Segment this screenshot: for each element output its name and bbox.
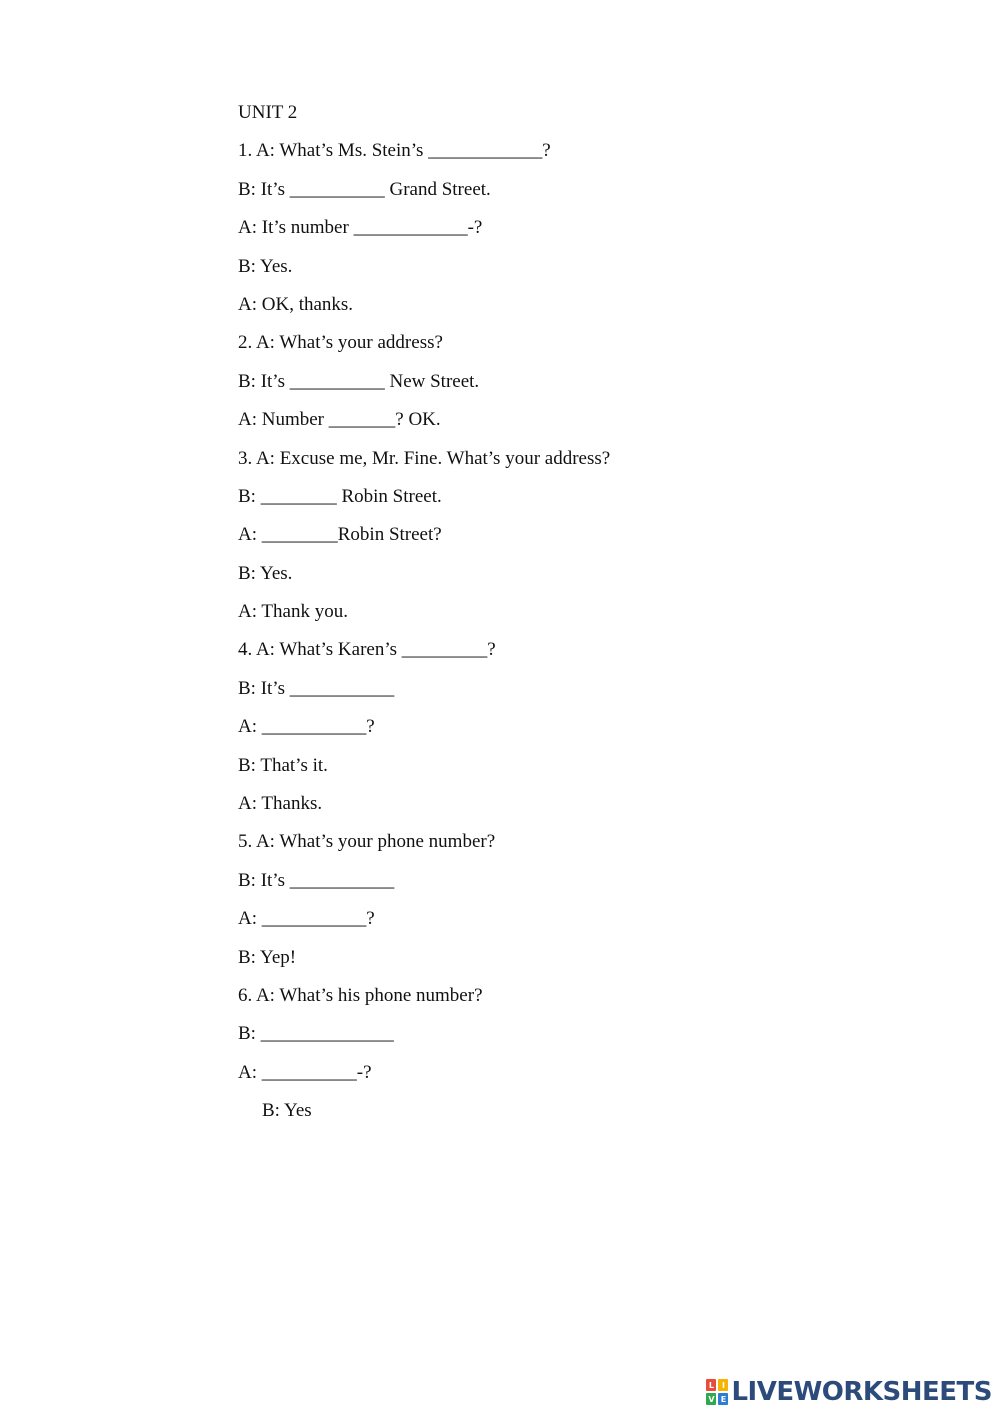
dialogue-line: A: ________Robin Street? <box>238 524 442 546</box>
dialogue-line: 1. A: What’s Ms. Stein’s ____________? <box>238 140 551 162</box>
dialogue-line: A: OK, thanks. <box>238 293 354 315</box>
dialogue-line: A: ___________? <box>238 716 375 738</box>
dialogue-line: A: It’s number ____________-? <box>238 217 483 239</box>
logo-tile: V <box>708 1394 715 1404</box>
dialogue-line: A: __________-? <box>238 1061 372 1083</box>
dialogue-line: B: Yes. <box>238 562 293 584</box>
liveworksheets-watermark <box>706 1379 992 1405</box>
logo-tile: E <box>718 1393 728 1405</box>
dialogue-line: B: It’s __________ New Street. <box>238 370 480 392</box>
logo-tile: L <box>706 1379 716 1391</box>
dialogue-line: B: It’s ___________ <box>238 677 395 699</box>
dialogue-line: B: Yes <box>262 1100 312 1122</box>
worksheet <box>238 94 938 1131</box>
dialogue-line: 2. A: What’s your address? <box>238 332 443 354</box>
dialogue-line: B: ________ Robin Street. <box>238 485 442 507</box>
dialogue-line: B: Yep! <box>238 946 297 968</box>
dialogue-line: A: Thanks. <box>238 793 323 815</box>
dialogue-line: B: That’s it. <box>238 754 328 776</box>
dialogue-line: 5. A: What’s your phone number? <box>238 831 496 853</box>
dialogue-line: 3. A: Excuse me, Mr. Fine. What’s your address? <box>238 447 611 469</box>
dialogue-line: A: Number _______? OK. <box>238 409 441 431</box>
dialogue-line: A: ___________? <box>238 908 375 930</box>
dialogue-line: 6. A: What’s his phone number? <box>238 984 483 1006</box>
logo-tile: I <box>718 1379 728 1391</box>
dialogue-line: B: ______________ <box>238 1023 394 1045</box>
dialogue-line: 4. A: What’s Karen’s _________? <box>238 639 496 661</box>
liveworksheets-wordmark: LIVEWORKSHEETS <box>731 1377 992 1407</box>
dialogue-line: B: It’s __________ Grand Street. <box>238 178 491 200</box>
liveworksheets-logo-icon <box>706 1379 728 1405</box>
dialogue-line: B: It’s ___________ <box>238 869 395 891</box>
worksheet-title: UNIT 2 <box>238 102 298 123</box>
dialogue-line: B: Yes. <box>238 255 293 277</box>
dialogue-line: A: Thank you. <box>238 601 348 623</box>
